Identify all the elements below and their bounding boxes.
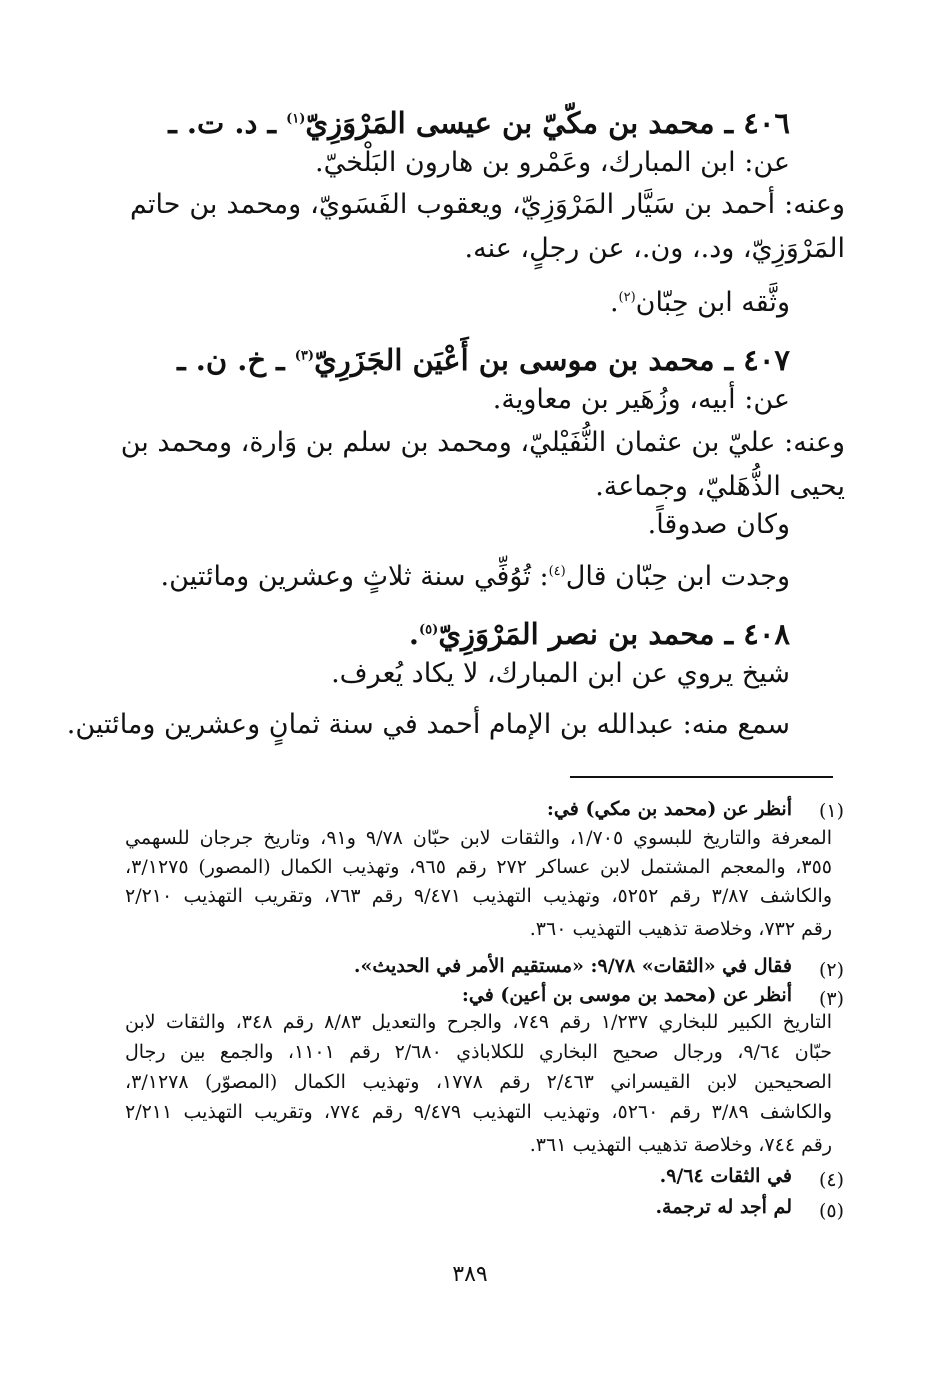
footnote-4-text: في الثقات ٩/٦٤. [659,1165,792,1187]
entry-406-heading [168,103,790,143]
entry-406-tawthiq-end: . [609,287,619,318]
entry-408-symbols: . [408,617,420,651]
footnote-1-lead: أنظر عن (محمد بن مكي) في: [546,798,792,820]
entry-406-line-1: عن: ابن المبارك، وعَمْرو بن هارون البَلْخيّ. [314,147,790,178]
footnote-3-line-1: التاريخ الكبير للبخاري ١/٢٣٧ رقم ٧٤٩، والجرح والتعديل ٨/٨٣ رقم ٣٤٨، والثقات لابن [125,1011,833,1033]
footnote-separator [570,776,833,778]
footnote-3-line-3: الصحيحين لابن القيسراني ٢/٤٦٣ رقم ١٧٧٨، وتهذيب الكمال (المصوّر) ٣/١٢٧٨، [125,1071,832,1093]
entry-406-tawthiq-text: وثَّقه ابن حِبّان [635,287,790,318]
footnote-ref-1[interactable]: (١) [286,111,306,127]
footnote-ref-2[interactable]: (٢) [618,290,636,305]
entry-406-symbols: ـ د. ت. ـ [168,106,287,140]
footnote-3-line-2: حبّان ٩/٦٤، ورجال صحيح البخاري للكلاباذي ٢/٦٨٠ رقم ١١٠١، والجمع بين رجال [125,1041,833,1063]
entry-407-death-b: : تُوُفِّي سنة ثلاثٍ وعشرين ومائتين. [160,561,549,592]
footnote-1-line-1: المعرفة والتاريخ للبسوي ١/٧٠٥، والثقات لابن حبّان ٩/٧٨ و٩١، وتاريخ جرجان للسهمي [125,827,832,849]
entry-406-line-3: المَرْوَزِيّ، ود.، ون.، عن رجلٍ، عنه. [464,233,845,264]
footnote-1-line-4: رقم ٧٣٢، وخلاصة تذهيب التهذيب ٣٦٠. [529,918,832,940]
footnote-4-number: (٤) [818,1169,844,1191]
entry-408-title: ٤٠٨ ـ محمد بن نصر المَرْوَزِيّ [438,617,790,651]
footnote-ref-5[interactable]: (٥) [419,622,439,638]
footnote-5-number: (٥) [818,1200,844,1222]
footnote-3-number: (٣) [818,988,844,1010]
footnote-1-line-2: ٣٥٥، والمعجم المشتمل لابن عساكر ٢٧٢ رقم ٩٦٥، وتهذيب الكمال (المصور) ٣/١٢٧٥، [125,856,832,878]
footnote-ref-3[interactable]: (٣) [294,348,315,364]
footnote-ref-4[interactable]: (٤) [548,564,566,579]
footnote-3-line-4: والكاشف ٣/٨٩ رقم ٥٢٦٠، وتهذيب التهذيب ٩/٤٧٩ رقم ٧٧٤، وتقريب التهذيب ٢/٢١١ [125,1101,833,1123]
entry-407-line-4: وكان صدوقاً. [647,509,790,540]
entry-406-title: ٤٠٦ ـ محمد بن مكّيّ بن عيسى المَرْوَزِيّ [305,106,790,140]
footnote-2-text: فقال في «الثقات» ٩/٧٨: «مستقيم الأمر في الحديث». [353,955,792,977]
entry-407-symbols: ـ خ. ن. ـ [177,343,295,377]
footnote-1-number: (١) [818,800,844,822]
entry-407-death [161,557,790,597]
entry-408-heading [409,614,790,654]
footnote-2-number: (٢) [818,959,844,981]
footnote-3-line-5: رقم ٧٤٤، وخلاصة تذهيب التهذيب ٣٦١. [529,1134,832,1156]
footnote-1-line-3: والكاشف ٣/٨٧ رقم ٥٢٥٢، وتهذيب التهذيب ٩/٤٧١ رقم ٧٦٣، وتقريب التهذيب ٢/٢١٠ [125,885,833,907]
entry-407-line-3: يحيى الذُّهَليّ، وجماعة. [595,471,845,502]
entry-407-heading [177,340,790,380]
entry-406-tawthiq [610,283,790,323]
entry-407-line-2: وعنه: عليّ بن عثمان النُّفَيْليّ، ومحمد بن سلم بن وَارة، ومحمد بن [120,427,845,458]
entry-408-line-1: شيخ يروي عن ابن المبارك، لا يكاد يُعرف. [331,658,790,689]
entry-407-death-a: وجدت ابن حِبّان قال [565,561,790,592]
footnote-5-text: لم أجد له ترجمة. [655,1196,792,1218]
entry-408-line-2: سمع منه: عبدالله بن الإمام أحمد في سنة ثمانٍ وعشرين ومائتين. [66,709,790,740]
entry-407-line-1: عن: أبيه، وزُهَير بن معاوية. [492,384,790,415]
entry-406-line-2: وعنه: أحمد بن سَيَّار المَرْوَزِيّ، ويعقوب الفَسَويّ، ومحمد بن حاتم [130,189,845,220]
footnote-3-lead: أنظر عن (محمد بن موسى بن أعين) في: [461,984,792,1006]
page-number: ٣٨٩ [452,1262,488,1287]
entry-407-title: ٤٠٧ ـ محمد بن موسى بن أَعْيَن الجَزَرِيّ [314,343,790,377]
